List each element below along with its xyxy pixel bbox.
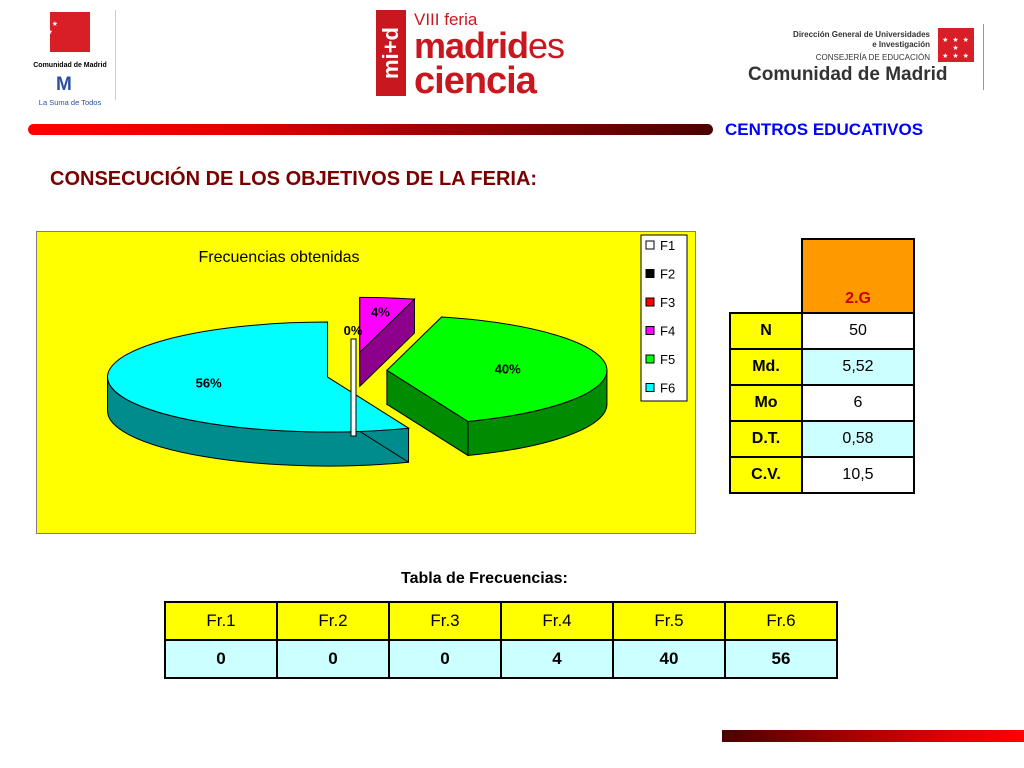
stats-row	[730, 313, 914, 349]
freq-header: Fr.2	[277, 602, 389, 640]
freq-value: 0	[277, 640, 389, 678]
chart-legend	[641, 235, 687, 401]
stats-row	[730, 457, 914, 493]
stats-value: 10,5	[802, 457, 914, 493]
pie-label-F6: 56%	[195, 375, 222, 391]
page-title: CONSECUCIÓN DE LOS OBJETIVOS DE LA FERIA:	[50, 168, 538, 190]
stats-value: 5,52	[802, 349, 914, 385]
feria-logo	[376, 10, 576, 100]
em-mark-icon: M	[56, 74, 70, 95]
dg-line1: Dirección General de Universidades	[793, 30, 930, 39]
stats-value: 50	[802, 313, 914, 349]
stats-label: C.V.	[730, 457, 802, 493]
freq-header: Fr.1	[165, 602, 277, 640]
freq-table	[164, 601, 838, 679]
stats-corner	[730, 239, 802, 313]
freq-header: Fr.3	[389, 602, 501, 640]
feria-edition: VIII feria	[414, 10, 478, 29]
freq-value-row	[165, 640, 837, 678]
freq-table-title: Tabla de Frecuencias:	[401, 570, 568, 587]
stats-value: 0,58	[802, 421, 914, 457]
comunidad-madrid-logo	[20, 10, 120, 105]
dg-line2: e Investigación	[872, 40, 930, 49]
freq-value: 0	[389, 640, 501, 678]
logo-rule	[983, 24, 984, 90]
stars-icon: ★ ★ ★ ★ ★ ★ ★	[21, 21, 59, 36]
legend-label-F4: F4	[660, 323, 676, 339]
stats-label: Md.	[730, 349, 802, 385]
feria-ciencia: ciencia	[414, 60, 536, 102]
legend-swatch-F2	[646, 270, 654, 278]
freq-value: 0	[165, 640, 277, 678]
freq-header: Fr.5	[613, 602, 725, 640]
chart-title: Frecuencias obtenidas	[198, 249, 360, 266]
direccion-general-logo	[740, 20, 990, 95]
pie-zero-label: 0%	[343, 323, 363, 338]
freq-header: Fr.6	[725, 602, 837, 640]
pie-slice-zero	[351, 339, 356, 436]
dg-line4: Comunidad de Madrid	[748, 64, 948, 85]
legend-swatch-F4	[646, 327, 654, 335]
legend-label-F5: F5	[660, 352, 676, 367]
stats-row	[730, 349, 914, 385]
pie-chart	[36, 231, 696, 534]
stats-header: 2.G	[802, 239, 914, 313]
pie-chart-svg	[37, 232, 697, 535]
stats-value: 6	[802, 385, 914, 421]
legend-swatch-F5	[646, 355, 654, 363]
freq-header-row	[165, 602, 837, 640]
stars-icon: ★ ★ ★ ★ ★ ★ ★	[942, 37, 970, 60]
header-stripe	[28, 124, 713, 135]
freq-header: Fr.4	[501, 602, 613, 640]
logo-name: Comunidad de Madrid	[33, 62, 107, 69]
stats-table	[729, 238, 915, 494]
stats-label: N	[730, 313, 802, 349]
pie-label-F5: 40%	[494, 361, 521, 377]
freq-value: 40	[613, 640, 725, 678]
legend-label-F3: F3	[660, 295, 676, 310]
stats-row	[730, 421, 914, 457]
legend-label-F2: F2	[660, 266, 676, 282]
feria-madrid: madrides	[414, 25, 565, 66]
logo-tagline: La Suma de Todos	[38, 98, 102, 107]
footer-stripe	[722, 730, 1024, 742]
section-label: CENTROS EDUCATIVOS	[725, 120, 924, 139]
legend-label-F6: F6	[660, 380, 676, 396]
legend-label-F1: F1	[660, 238, 676, 253]
stats-row	[730, 385, 914, 421]
stats-label: Mo	[730, 385, 802, 421]
legend-swatch-F3	[646, 298, 654, 306]
freq-value: 56	[725, 640, 837, 678]
stats-label: D.T.	[730, 421, 802, 457]
mid-text: mi+d	[378, 27, 403, 79]
logo-divider	[115, 10, 116, 100]
pie-label-F4: 4%	[371, 304, 390, 320]
legend-swatch-F6	[646, 384, 654, 392]
freq-value: 4	[501, 640, 613, 678]
legend-swatch-F1	[646, 241, 654, 249]
dg-line3: CONSEJERÍA DE EDUCACIÓN	[815, 53, 930, 62]
